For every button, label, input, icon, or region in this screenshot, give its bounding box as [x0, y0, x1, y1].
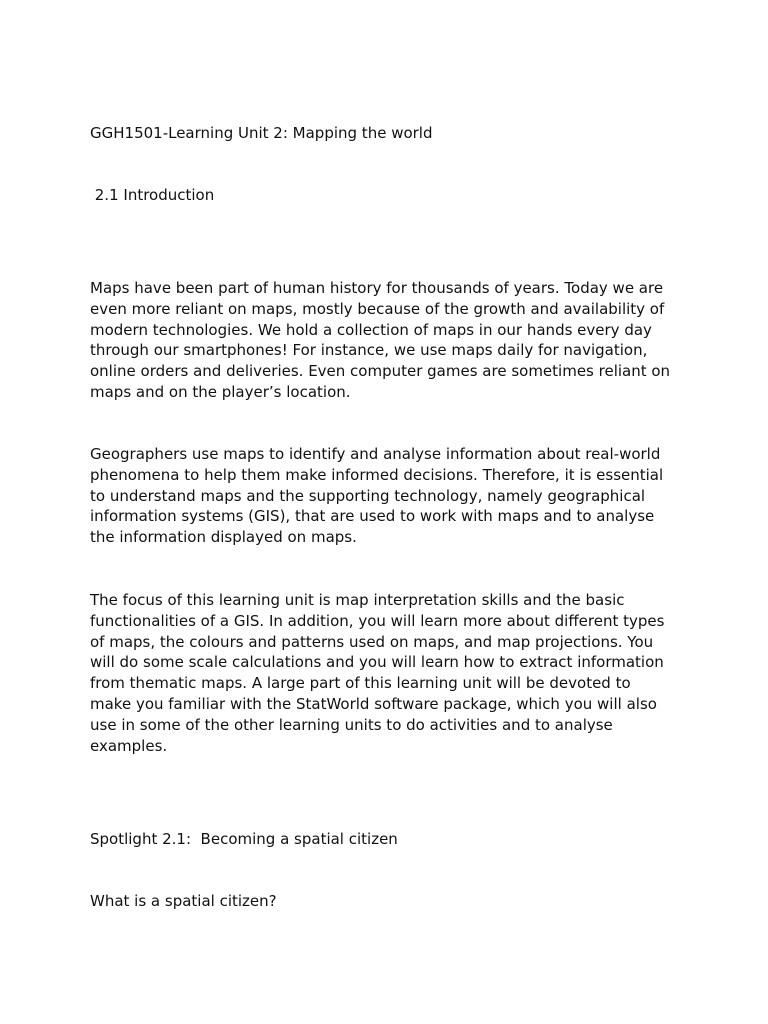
document-title: GGH1501-Learning Unit 2: Mapping the world	[90, 124, 433, 142]
section-heading: 2.1 Introduction	[90, 186, 215, 204]
paragraph-line: of maps, the colours and patterns used on maps, and map projections. You	[90, 632, 654, 651]
paragraph-line: will do some scale calculations and you will learn how to extract information	[90, 653, 664, 672]
paragraph	[90, 590, 690, 756]
paragraph-line: Maps have been part of human history for thousands of years. Today we are	[90, 279, 664, 297]
paragraph-line: phenomena to help them make informed decisions. Therefore, it is essential	[90, 465, 664, 484]
paragraph-line: maps and on the player’s location.	[90, 382, 351, 401]
paragraph-line: online orders and deliveries. Even computer games are sometimes reliant on	[90, 362, 671, 381]
paragraph-line: even more reliant on maps, mostly because of the growth and availability of	[90, 299, 665, 318]
paragraph-line: functionalities of a GIS. In addition, you will learn more about different types	[90, 611, 665, 630]
paragraph-line: information systems (GIS), that are used to work with maps and to analyse	[90, 507, 655, 526]
spotlight-question: What is a spatial citizen?	[90, 892, 277, 910]
paragraph-line: modern technologies. We hold a collection of maps in our hands every day	[90, 320, 652, 339]
paragraph-line: through our smartphones! For instance, we use maps daily for navigation,	[90, 341, 648, 360]
paragraph-line: use in some of the other learning units to do activities and to analyse	[90, 715, 613, 734]
spotlight-heading: Spotlight 2.1: Becoming a spatial citizen	[90, 830, 398, 848]
paragraph	[90, 278, 690, 403]
paragraph-line: make you familiar with the StatWorld software package, which you will also	[90, 694, 657, 713]
paragraph-line: from thematic maps. A large part of this learning unit will be devoted to	[90, 674, 631, 693]
paragraph-line: The focus of this learning unit is map interpretation skills and the basic	[90, 591, 625, 609]
paragraph-line: the information displayed on maps.	[90, 528, 357, 547]
paragraph-line: to understand maps and the supporting technology, namely geographical	[90, 486, 646, 505]
paragraph-line: Geographers use maps to identify and analyse information about real-world	[90, 445, 661, 463]
paragraph	[90, 444, 690, 548]
paragraph-line: examples.	[90, 736, 168, 755]
